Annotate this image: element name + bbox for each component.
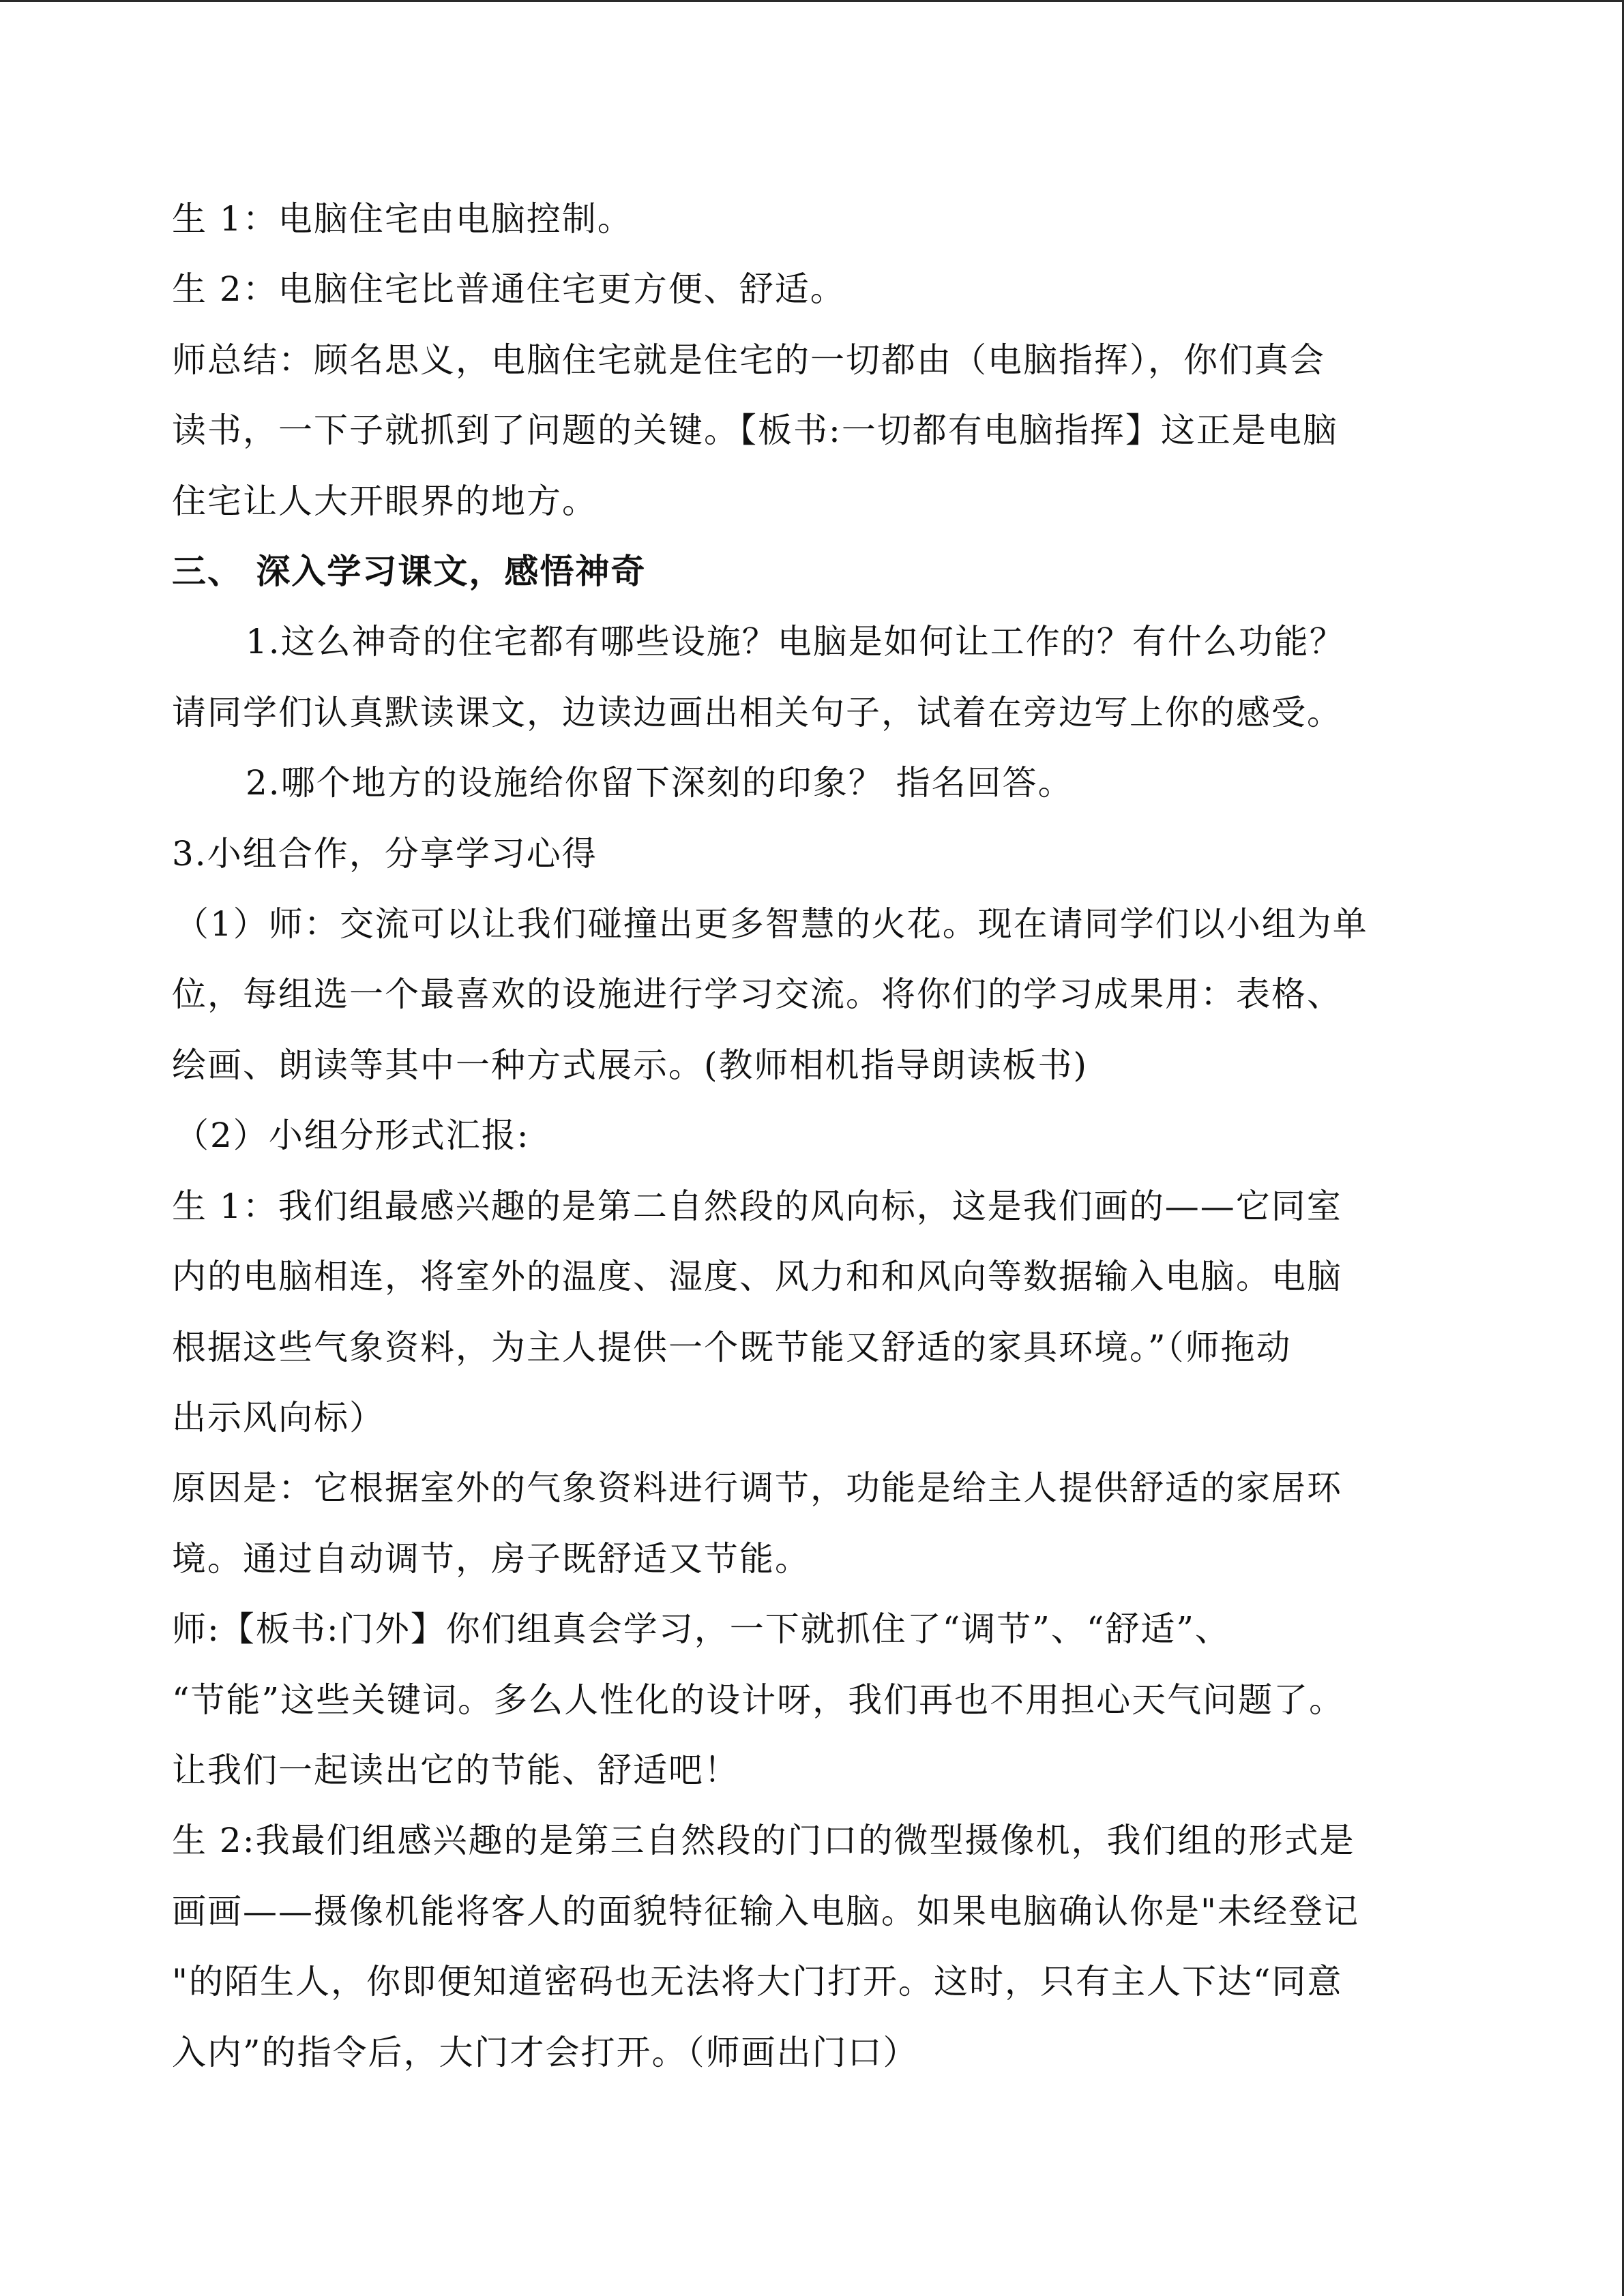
paragraph-line: （1）师：交流可以让我们碰撞出更多智慧的火花。现在请同学们以小组为单 <box>175 904 1368 944</box>
paragraph-line: 绘画、朗读等其中一种方式展示。(教师相机指导朗读板书) <box>172 1045 1089 1085</box>
paragraph-line: 生 2：电脑住宅比普通住宅更方便、舒适。 <box>172 269 846 310</box>
document-body <box>172 184 1464 2088</box>
paragraph-line: 境。通过自动调节，房子既舒适又节能。 <box>172 1538 810 1579</box>
paragraph-line: 生 1：电脑住宅由电脑控制。 <box>172 199 633 239</box>
paragraph-line: 原因是：它根据室外的气象资料进行调节，功能是给主人提供舒适的家居环 <box>172 1468 1342 1508</box>
section-heading: 三、 深入学习课文，感悟神奇 <box>172 552 647 592</box>
paragraph-line: 画画——摄像机能将客人的面貌特征输入电脑。如果电脑确认你是"未经登记 <box>172 1891 1359 1931</box>
paragraph-line: （2）小组分形式汇报: <box>175 1116 530 1156</box>
paragraph-line: 师:【板书:门外】你们组真会学习，一下就抓住了“调节”、“舒适”、 <box>172 1609 1230 1650</box>
paragraph-line: 住宅让人大开眼界的地方。 <box>172 481 597 521</box>
paragraph-line: “节能”这些关键词。多么人性化的设计呀，我们再也不用担心天气问题了。 <box>172 1680 1345 1720</box>
paragraph-line: 根据这些气象资料，为主人提供一个既节能又舒适的家具环境。”（师拖动 <box>172 1327 1292 1367</box>
paragraph-line: "的陌生人，你即便知道密码也无法将大门打开。这时，只有主人下达“同意 <box>172 1962 1343 2002</box>
paragraph-line: 入内”的指令后，大门才会打开。（师画出门口） <box>172 2032 919 2072</box>
paragraph-line: 1.这么神奇的住宅都有哪些设施？电脑是如何让工作的？有什么功能？ <box>246 622 1345 662</box>
paragraph-line: 3.小组合作，分享学习心得 <box>172 833 597 874</box>
paragraph-line: 读书，一下子就抓到了问题的关键。【板书:一切都有电脑指挥】这正是电脑 <box>172 411 1338 451</box>
page-border-top <box>0 0 1624 2</box>
paragraph-line: 内的电脑相连，将室外的温度、湿度、风力和和风向等数据输入电脑。电脑 <box>172 1257 1342 1297</box>
paragraph-line: 生 2:我最们组感兴趣的是第三自然段的门口的微型摄像机，我们组的形式是 <box>172 1821 1355 1861</box>
paragraph-line: 让我们一起读出它的节能、舒适吧！ <box>172 1750 739 1790</box>
paragraph-line: 师总结：顾名思义，电脑住宅就是住宅的一切都由（电脑指挥），你们真会 <box>172 340 1325 380</box>
paragraph-line: 2.哪个地方的设施给你留下深刻的印象？ 指名回答。 <box>246 763 1074 803</box>
paragraph-line: 生 1：我们组最感兴趣的是第二自然段的风向标，这是我们画的——它同室 <box>172 1186 1342 1226</box>
paragraph-line: 请同学们认真默读课文，边读边画出相关句子，试着在旁边写上你的感受。 <box>172 692 1342 732</box>
paragraph-line: 出示风向标） <box>172 1397 385 1437</box>
paragraph-line: 位，每组选一个最喜欢的设施进行学习交流。将你们的学习成果用：表格、 <box>172 974 1342 1015</box>
